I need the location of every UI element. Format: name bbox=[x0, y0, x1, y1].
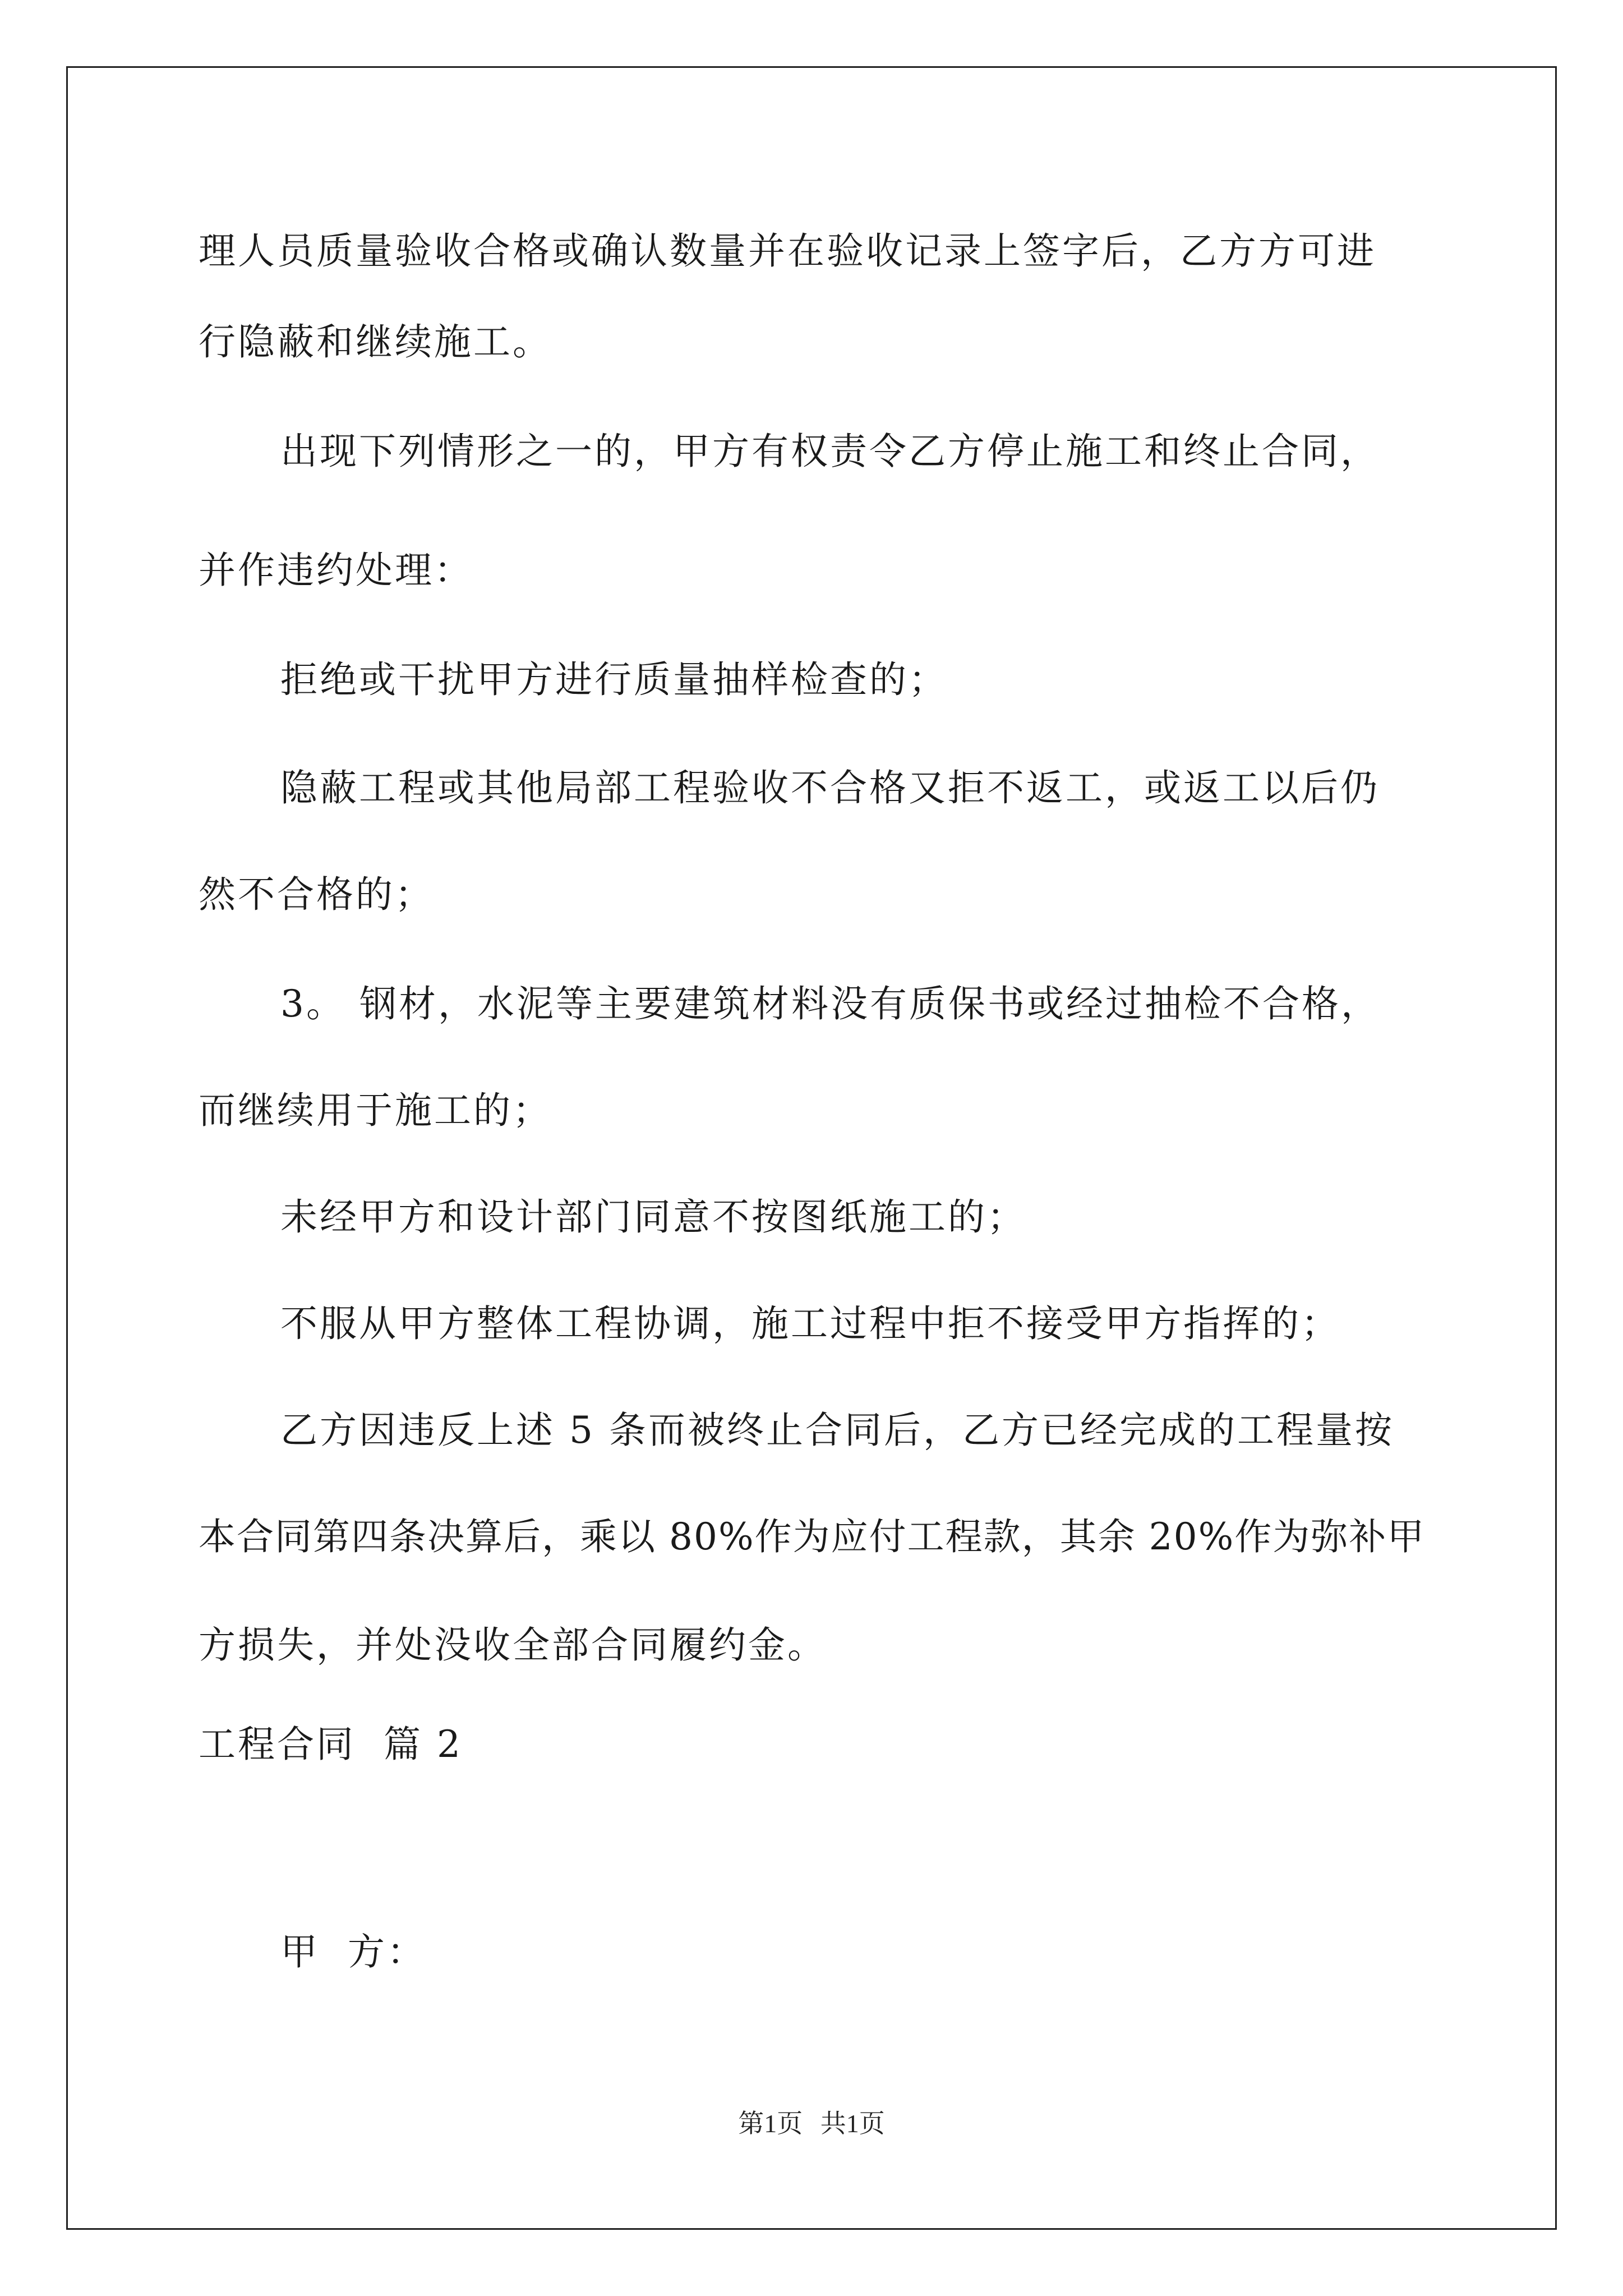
paragraph-line: 而继续用于施工的； bbox=[199, 1089, 552, 1132]
paragraph-line: 3。 钢材，水泥等主要建筑材料没有质保书或经过抽检不合格， bbox=[280, 982, 1380, 1025]
paragraph-line: 未经甲方和设计部门同意不按图纸施工的； bbox=[280, 1195, 1026, 1239]
paragraph-line: 拒绝或干扰甲方进行质量抽样检查的； bbox=[280, 658, 948, 701]
paragraph-line: 行隐蔽和继续施工。 bbox=[199, 320, 552, 364]
paragraph-line: 并作违约处理： bbox=[199, 549, 473, 592]
paragraph-line: 然不合格的； bbox=[199, 873, 434, 916]
paragraph-line: 隐蔽工程或其他局部工程验收不合格又拒不返工，或返工以后仍 bbox=[280, 766, 1380, 809]
paragraph-line: 方损失，并处没收全部合同履约金。 bbox=[199, 1623, 827, 1667]
page-border bbox=[66, 66, 1557, 2230]
paragraph-line: 乙方因违反上述 5 条而被终止合同后，乙方已经完成的工程量按 bbox=[280, 1409, 1394, 1452]
section-heading: 工程合同 篇 2 bbox=[199, 1723, 463, 1766]
paragraph-line: 不服从甲方整体工程协调，施工过程中拒不接受甲方指挥的； bbox=[280, 1302, 1340, 1345]
page-footer: 第1页 共1页 bbox=[738, 2109, 885, 2138]
paragraph-line: 本合同第四条决算后，乘以 80%作为应付工程款，其余 20%作为弥补甲 bbox=[199, 1515, 1426, 1558]
paragraph-line: 理人员质量验收合格或确认数量并在验收记录上签字后，乙方方可进 bbox=[199, 229, 1376, 273]
party-a-label: 甲 方： bbox=[280, 1930, 426, 1973]
paragraph-line: 出现下列情形之一的，甲方有权责令乙方停止施工和终止合同， bbox=[280, 430, 1380, 473]
